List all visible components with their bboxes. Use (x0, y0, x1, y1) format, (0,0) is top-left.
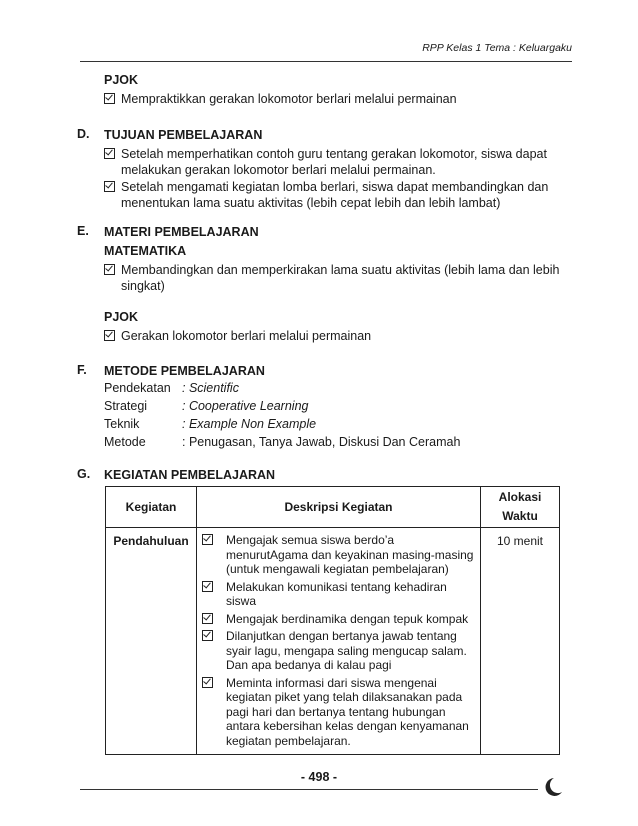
section-g-letter: G. (77, 467, 91, 481)
list-item: Meminta informasi dari siswa mengenai kegiatan piket yang telah dilaksanakan pada pagi hari dan bertanya tentang hubungan antara kebersihan kelas dengan kenyamanan kegiatan pembelajaran. (202, 676, 475, 749)
section-e-item-matematika: Membandingkan dan memperkirakan lama suatu aktivitas (lebih lama dan lebih singkat) (104, 262, 569, 294)
list-item: Mengajak berdinamika dengan tepuk kompak (202, 612, 475, 627)
header-alokasi: Alokasi Waktu (481, 487, 560, 528)
checkbox-icon (104, 330, 115, 341)
section-e-sub-matematika: MATEMATIKA (104, 244, 187, 258)
list-item: Dilanjutkan dengan bertanya jawab tentang syair lagu, mengapa saling mengucap salam. Dan apa bedanya di kalau pagi (202, 629, 475, 673)
section-e-item-pjok: Gerakan lokomotor berlari melalui permainan (104, 328, 574, 344)
method-value-strategi: : Cooperative Learning (182, 399, 309, 413)
checkbox-icon (104, 181, 115, 192)
table-row (106, 528, 560, 755)
section-e-title: MATERI PEMBELAJARAN (104, 225, 259, 239)
method-value-teknik: : Example Non Example (182, 417, 317, 431)
pjok-item: Mempraktikkan gerakan lokomotor berlari melalui permainan (104, 91, 574, 107)
method-key-strategi: Strategi (104, 399, 148, 413)
method-value-metode: : Penugasan, Tanya Jawab, Diskusi Dan Ceramah (182, 435, 461, 449)
pjok-heading: PJOK (104, 73, 139, 87)
method-key-teknik: Teknik (104, 417, 140, 431)
checkbox-icon (202, 630, 213, 641)
phase-cell: Pendahuluan (106, 528, 197, 755)
section-f-title: METODE PEMBELAJARAN (104, 364, 265, 378)
header-kegiatan: Kegiatan (106, 487, 197, 528)
list-item: Mengajak semua siswa berdo’a menurutAgama dan keyakinan masing-masing (untuk mengawali kegiatan pembelajaran) (202, 533, 475, 577)
section-g-title: KEGIATAN PEMBELAJARAN (104, 468, 276, 482)
table-header-row (106, 487, 560, 528)
section-d-item-1: Setelah memperhatikan contoh guru tentang gerakan lokomotor, siswa dapat melakukan gerakan lokomotor berlari melalui permainan. (104, 146, 572, 178)
crescent-logo-icon (542, 776, 566, 798)
section-e-sub-pjok: PJOK (104, 310, 139, 324)
section-d-letter: D. (77, 127, 90, 141)
checkbox-icon (104, 93, 115, 104)
checkbox-icon (202, 677, 213, 688)
header-deskripsi: Deskripsi Kegiatan (197, 487, 481, 528)
list-item: Melakukan komunikasi tentang kehadiran siswa (202, 580, 475, 609)
activity-table (105, 486, 560, 755)
method-key-pendekatan: Pendekatan (104, 381, 171, 395)
checkbox-icon (104, 264, 115, 275)
section-d-title: TUJUAN PEMBELAJARAN (104, 128, 263, 142)
section-e-letter: E. (77, 224, 89, 238)
description-cell (197, 528, 481, 755)
method-value-pendekatan: : Scientific (182, 381, 239, 395)
page-header: RPP Kelas 1 Tema : Keluargaku (422, 42, 572, 54)
time-cell: 10 menit (481, 528, 560, 755)
checkbox-icon (202, 581, 213, 592)
section-f-letter: F. (77, 363, 87, 377)
section-d-item-2: Setelah mengamati kegiatan lomba berlari, siswa dapat membandingkan dan menentukan lama suatu aktivitas (lebih cepat lebih dan lebih lambat) (104, 179, 572, 211)
checkbox-icon (202, 613, 213, 624)
header-rule (80, 61, 572, 62)
method-key-metode: Metode (104, 435, 146, 449)
checkbox-icon (104, 148, 115, 159)
page-number: - 498 - (300, 770, 338, 784)
footer-rule (80, 789, 538, 790)
checkbox-icon (202, 534, 213, 545)
